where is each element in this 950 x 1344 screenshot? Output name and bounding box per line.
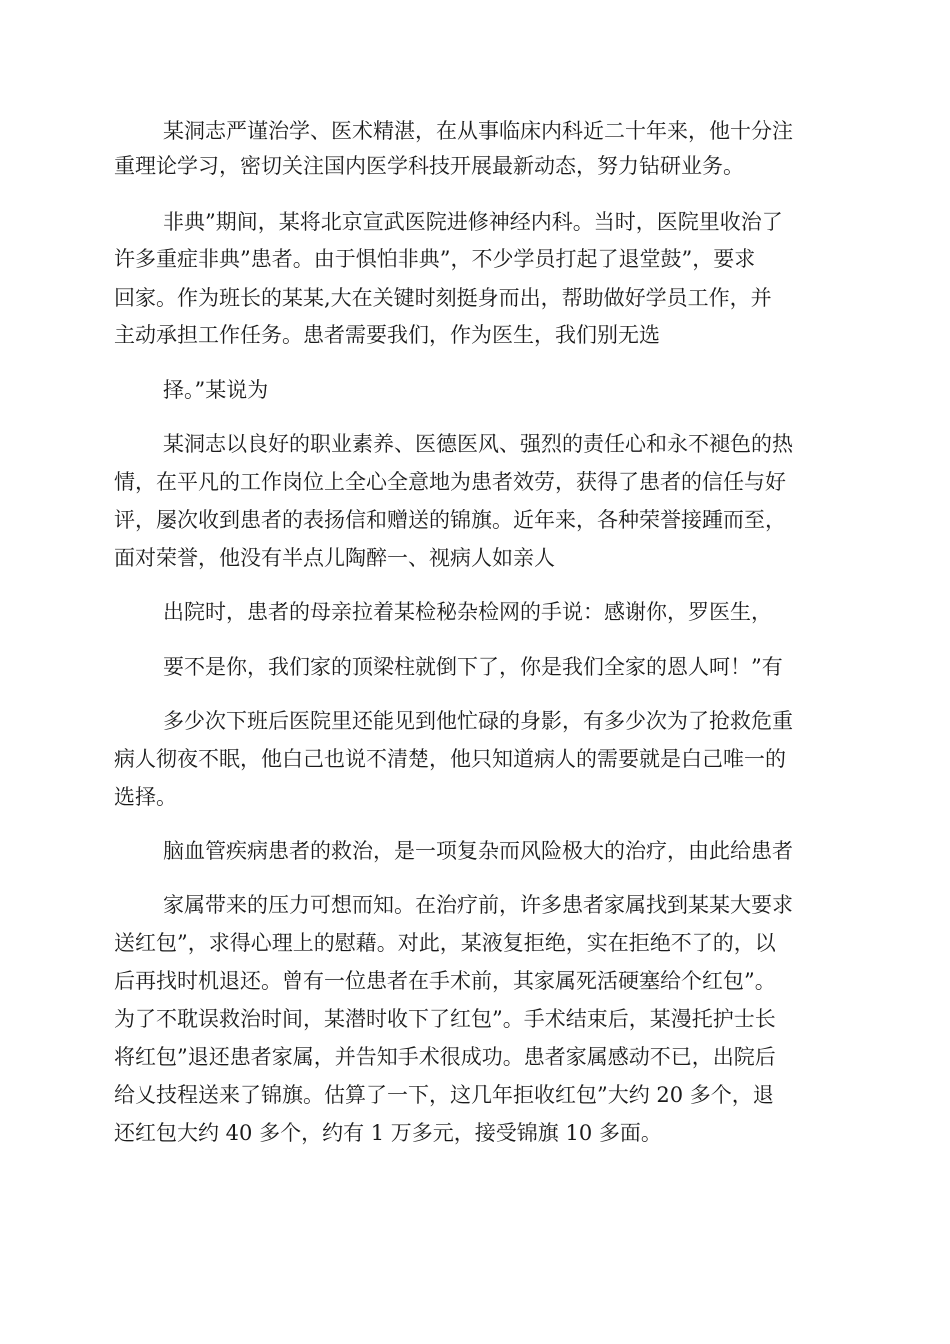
paragraph-2-line-3: 回家。作为班长的某某,大在关键时刻挺身而出，帮助做好学员工作，并 [114,286,772,310]
paragraph-9-line-7: 还红包大约 40 多个，约有 1 万多元，接受锦旗 10 多面。 [114,1121,662,1145]
paragraph-9-line-3: 后再找时机退还。曾有一位患者在手术前，其家属死活硬塞给个红包”。 [114,969,776,993]
paragraph-3-line-1: 择。”某说为 [163,378,269,402]
paragraph-5-line-1: 出院时，患者的母亲拉着某检秘杂检网的手说：感谢你，罗医生， [163,600,772,624]
paragraph-4-line-1: 某洞志以良好的职业素养、医德医风、强烈的责任心和永不褪色的热 [163,432,793,456]
paragraph-9-line-2: 送红包”，求得心理上的慰藉。对此，某液复拒绝，实在拒绝不了的，以 [114,931,776,955]
paragraph-9-line-6: 给乂技程送来了锦旗。估算了一下，这几年拒收红包”大约 20 多个，退 [114,1083,774,1107]
paragraph-7-line-3: 选择。 [114,785,177,809]
paragraph-9-line-1: 家属带来的压力可想而知。在治疗前，许多患者家属找到某某大要求 [163,893,793,917]
paragraph-1-line-1: 某洞志严谨治学、医术精湛，在从事临床内科近二十年来，他十分注 [163,119,793,143]
paragraph-6-line-1: 要不是你，我们家的顶梁柱就倒下了，你是我们全家的恩人呵！”有 [163,655,783,679]
paragraph-9-line-5: 将红包”退还患者家属，并告知手术很成功。患者家属感动不已，出院后 [114,1045,776,1069]
paragraph-2-line-2: 许多重症非典”患者。由于惧怕非典”，不少学员打起了退堂鼓”，要求 [114,247,756,271]
paragraph-4-line-4: 面对荣誉，他没有半点儿陶醉一、视病人如亲人 [114,546,555,570]
paragraph-8-line-1: 脑血管疾病患者的救治，是一项复杂而风险极大的治疗，由此给患者 [163,839,793,863]
paragraph-2-line-4: 主动承担工作任务。患者需要我们，作为医生，我们别无选 [114,323,660,347]
paragraph-4-line-2: 情，在平凡的工作岗位上全心全意地为患者效劳，获得了患者的信任与好 [114,470,786,494]
paragraph-4-line-3: 评，屡次收到患者的表扬信和赠送的锦旗。近年来，各种荣誉接踵而至， [114,508,786,532]
paragraph-7-line-1: 多少次下班后医院里还能见到他忙碌的身影，有多少次为了抢救危重 [163,709,793,733]
paragraph-2-line-1: 非典”期间，某将北京宣武医院进修神经内科。当时，医院里收治了 [163,210,783,234]
paragraph-1-line-2: 重理论学习，密切关注国内医学科技开展最新动态，努力钻研业务。 [114,154,744,178]
paragraph-9-line-4: 为了不耽误救治时间，某潜时收下了红包”。手术结束后，某漫托护士长 [114,1007,776,1031]
paragraph-7-line-2: 病人彻夜不眠，他白己也说不清楚，他只知道病人的需要就是白己唯一的 [114,747,786,771]
